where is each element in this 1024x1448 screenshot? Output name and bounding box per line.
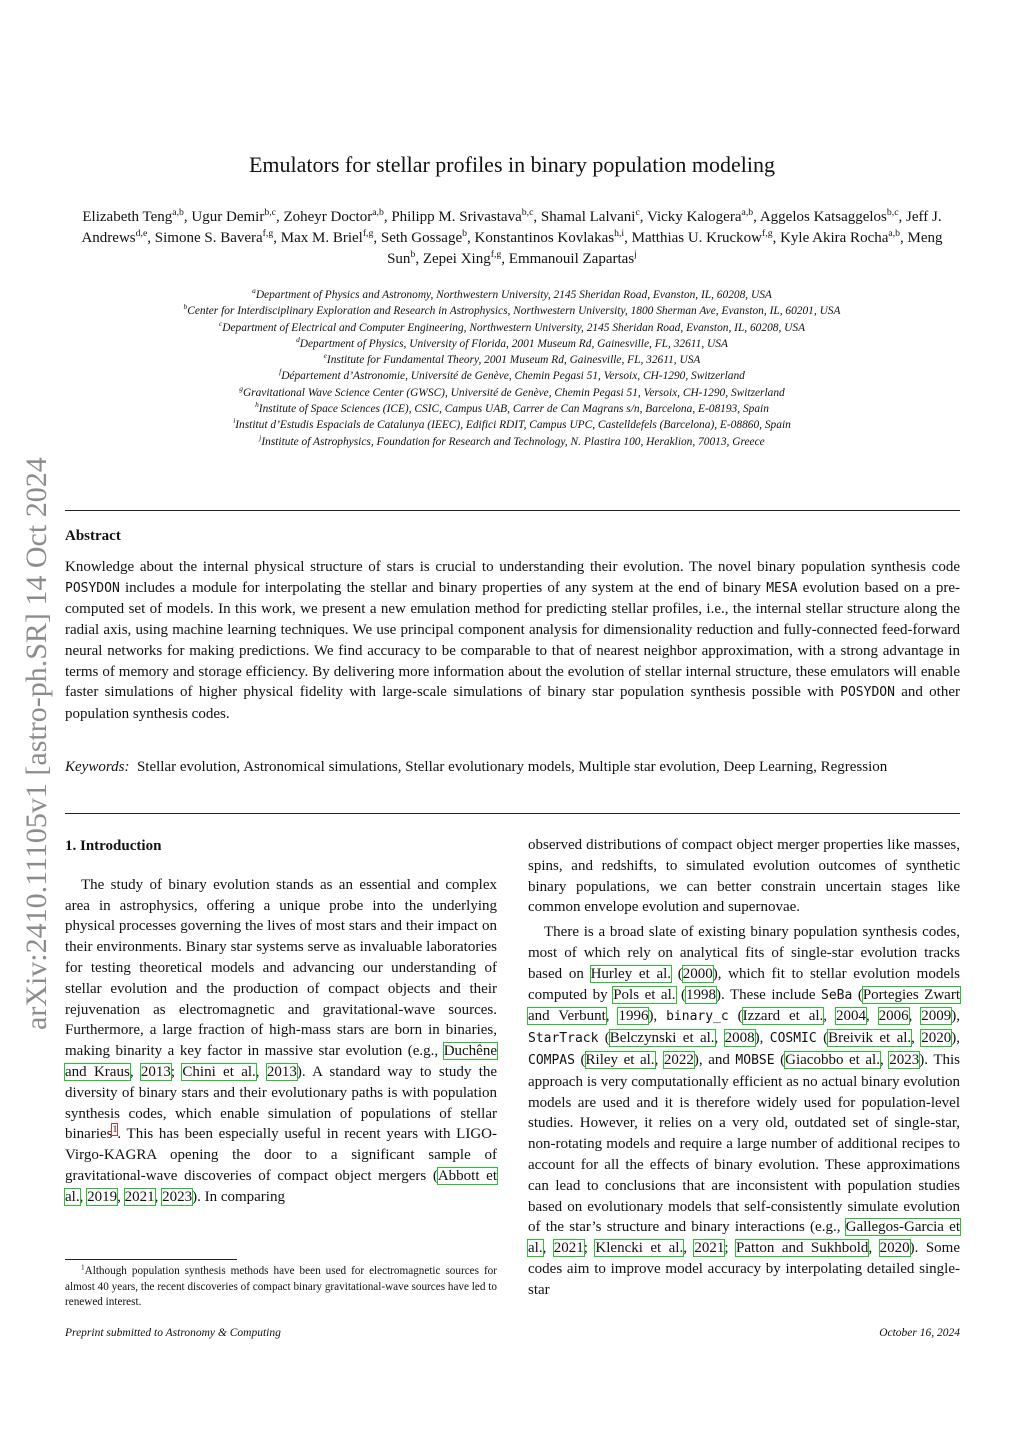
section-heading: 1. Introduction <box>65 838 162 854</box>
paragraph: There is a broad slate of existing binary population synthesis codes, most of which rely on analytical fits of single-star evolution tracks based on Hurley et al. (2000), which fit to stellar evolution models computed by Pols et al. (1998). These include SeBa (Portegies Zwart and Verbunt, 1996), binary_c (Izzard et al., 2004, 2006, 2009), StarTrack (Belczynski et al., 2008), COSMIC (Breivik et al., 2020), COMPAS (Riley et al., 2022), and MOBSE (Giacobbo et al., 2023). This approach is very computationally efficient as no actual binary evolution models are used and it is therefore widely used for population-level studies. However, it relies on a very old, outdated set of single-star, non-rotating models and require a large number of additional recipes to account for all the effects of binary evolution. These approximations can lead to conclusions that are inconsistent with population studies based on evolutionary models that self-consistently simulate evolution of the star’s structure and binary interactions (e.g., Gallegos-Garcia et al., 2021; Klencki et al., 2021; Patton and Sukhbold, 2020). Some codes aim to improve model accuracy by interpolating detailed single-star <box>528 924 961 1298</box>
citation-link[interactable]: 2006 <box>878 1008 909 1025</box>
author: Seth Gossage$^b$ <box>380 228 467 246</box>
citation-link[interactable]: Klencki et al. <box>595 1240 684 1257</box>
citation-link[interactable]: Riley et al. <box>585 1051 655 1068</box>
paragraph: The study of binary evolution stands as an essential and complex area in astrophysics, offering a unique probe into the underlying physical processes governing the lives of most stars and their impact on their environments. Binary star systems serve as invaluable laboratories for testing theoretical models and advancing our understanding of stellar evolution and the production of compact objects and their rejuvenation as electromagnetic and gravitational-wave sources. Furthermore, a large fraction of high-mass stars are born in binaries, making binarity a key factor in massive star evolution (e.g., Duchêne and Kraus, 2013; Chini et al., 2013). A standard way to study the diversity of binary stars and their evolutionary paths is with population synthesis codes, which enable simulation of populations of stellar binaries$^1$. This has been especially useful in recent years with LIGO-Virgo-KAGRA opening the door to a significant sample of gravitational-wave discoveries of compact object mergers (Abbott et al., 2019, 2021, 2023). In comparing <box>65 876 498 1205</box>
affiliation: $^e$Institute for Fundamental Theory, 2001 Museum Rd, Gainesville, FL, 32611, USA <box>323 351 701 367</box>
citation-link[interactable]: Belczynski et al. <box>609 1030 715 1047</box>
code-name: SeBa <box>821 987 853 1003</box>
code-name: POSYDON <box>65 580 120 596</box>
author: Emmanouil Zapartas$^j$ <box>508 249 637 267</box>
citation-link[interactable]: 2008 <box>724 1030 755 1047</box>
affiliation: $^g$Gravitational Wave Science Center (GWSC), Université de Genève, Chemin Pegasi 51, Versoix, CH-1290, Switzerland <box>239 383 785 399</box>
affiliation: $^c$Department of Electrical and Computer Engineering, Northwestern University, 2145 Sheridan Road, Evanston, IL, 60208, USA <box>218 318 806 334</box>
citation-link[interactable]: 2021 <box>553 1240 584 1257</box>
author: Philipp M. Srivastava$^{b,c}$ <box>391 207 534 225</box>
citation-link[interactable]: 1998 <box>686 986 717 1003</box>
affiliation: $^h$Institute of Space Sciences (ICE), CSIC, Campus UAB, Carrer de Can Magrans s/n, Barcelona, E-08193, Spain <box>255 400 769 416</box>
divider-top <box>65 510 960 511</box>
citation-link[interactable]: Patton and Sukhbold <box>736 1240 869 1257</box>
code-name: StarTrack <box>528 1031 599 1047</box>
citation-link[interactable]: 2009 <box>921 1008 952 1025</box>
citation-link[interactable]: 2023 <box>162 1188 193 1205</box>
citation-link[interactable]: 2013 <box>140 1063 171 1080</box>
citation-link[interactable]: 2020 <box>879 1240 910 1257</box>
citation-link[interactable]: Izzard et al. <box>742 1008 824 1025</box>
author: Shamal Lalvani$^c$ <box>540 207 640 225</box>
citation-link[interactable]: 2020 <box>921 1030 952 1047</box>
footnote: $^1$Although population synthesis methods have been used for electromagnetic sources for almost 40 years, the recent discoveries of compact binary gravitational-wave sources have led to renewed interest. <box>65 1263 497 1308</box>
citation-link[interactable]: Hurley et al. <box>590 965 672 982</box>
citation-link[interactable]: Pols et al. <box>613 986 676 1003</box>
citation-link[interactable]: 2022 <box>663 1051 694 1068</box>
divider-bottom <box>65 813 960 814</box>
citation-link[interactable]: 2013 <box>266 1063 297 1080</box>
affiliation: $^a$Department of Physics and Astronomy, Northwestern University, 2145 Sheridan Road, Evanston, IL, 60208, USA <box>252 286 772 301</box>
author: Meng Sun$^b$ <box>387 230 943 267</box>
left-column <box>65 836 497 1212</box>
citation-link[interactable]: Breivik et al. <box>828 1030 912 1047</box>
citation-link[interactable]: 2021 <box>694 1240 725 1257</box>
citation-link[interactable]: Abbott et al. <box>65 1167 497 1205</box>
abstract-heading: Abstract <box>65 528 121 544</box>
author: Ugur Demir$^{b,c}$ <box>191 207 276 225</box>
code-name: COMPAS <box>528 1052 575 1068</box>
code-name: MESA <box>766 580 798 596</box>
code-name: MOBSE <box>735 1052 775 1068</box>
footnote-link[interactable]: 1 <box>112 1124 118 1136</box>
author: Simone S. Bavera$^{f,g}$ <box>154 228 274 246</box>
author: Vicky Kalogera$^{a,b}$ <box>647 207 754 225</box>
paper-title: Emulators for stellar profiles in binary population modeling <box>248 152 776 177</box>
author: Konstantinos Kovlakas$^{h,i}$ <box>474 228 625 246</box>
author: Max M. Briel$^{f,g}$ <box>280 228 374 246</box>
affiliation: $^j$Institute of Astrophysics, Foundation for Research and Technology, N. Plastira 100, Heraklion, 70013, Greece <box>259 432 765 448</box>
citation-link[interactable]: 2000 <box>682 965 713 982</box>
code-name: COSMIC <box>769 1031 817 1047</box>
citation-link[interactable]: Chini et al. <box>182 1063 256 1080</box>
citation-link[interactable]: Giacobbo et al. <box>785 1051 880 1068</box>
code-name: POSYDON <box>840 685 895 701</box>
citation-link[interactable]: 2023 <box>889 1051 920 1068</box>
author: Jeff J. Andrews$^{d,e}$ <box>81 209 942 246</box>
author: Kyle Akira Rocha$^{a,b}$ <box>780 228 901 246</box>
footer-date: October 16, 2024 <box>879 1327 960 1339</box>
citation-link[interactable]: Gallegos-Garcia et al. <box>528 1219 961 1257</box>
citation-link[interactable]: 2004 <box>835 1008 866 1025</box>
author: Zoheyr Doctor$^{a,b}$ <box>283 207 384 225</box>
paragraph: observed distributions of compact object merger properties like masses, spins, and redshifts, to simulated evolution outcomes of synthetic binary populations, we can better constrain uncertain stages like common envelope evolution and supernovae. <box>528 837 960 916</box>
author: Aggelos Katsaggelos$^{b,c}$ <box>759 207 899 225</box>
citation-link[interactable]: Duchêne and Kraus <box>65 1043 497 1080</box>
affiliation: $^b$Center for Interdisciplinary Exploration and Research in Astrophysics, Northwestern University, 1800 Sherman Ave, Evanston, IL, 60201, USA <box>183 302 841 318</box>
right-column <box>528 835 960 1305</box>
keywords-label: Keywords: <box>65 759 130 775</box>
citation-link[interactable]: 2019 <box>87 1188 118 1205</box>
affiliation: $^d$Department of Physics, University of Florida, 2001 Museum Rd, Gainesville, FL, 32611, USA <box>296 335 728 350</box>
footnote-divider <box>65 1259 237 1260</box>
affiliation: $^f$Département d’Astronomie, Université de Genève, Chemin Pegasi 51, Versoix, CH-1290, Switzerland <box>279 367 745 383</box>
citation-link[interactable]: Portegies Zwart and Verbunt <box>528 986 961 1025</box>
code-name: binary_c <box>666 1009 729 1025</box>
author: Matthias U. Kruckow$^{f,g}$ <box>631 228 773 246</box>
abstract-body: Knowledge about the internal physical structure of stars is crucial to understanding their evolution. The novel binary population synthesis code POSYDON includes a module for interpolating the stellar and binary properties of any system at the end of binary MESA evolution based on a pre-computed set of models. In this work, we present a new emulation method for predicting stellar profiles, i.e., the internal stellar structure along the radial axis, using machine learning techniques. We use principal component analysis for dimensionality reduction and fully-connected feed-forward neural networks for making predictions. We find accuracy to be comparable to that of nearest neighbor approximation, with a strong advantage in terms of memory and storage efficiency. By delivering more information about the evolution of stellar internal structure, these emulators will enable faster simulations of higher physical fidelity with large-scale simulations of binary star population synthesis possible with POSYDON and other population synthesis codes. <box>65 559 960 722</box>
footer-journal: Preprint submitted to Astronomy & Computing <box>65 1327 281 1339</box>
author: Elizabeth Teng$^{a,b}$ <box>82 207 184 225</box>
author-list: Elizabeth Teng$^{a,b}$, Ugur Demir$^{b,c}$, Zoheyr Doctor$^{a,b}$, Philipp M. Srivastava$^{b,c}$, Shamal Lalvani$^c$, Vicky Kalogera$^{a,b}$, Aggelos Katsaggelos$^{b,c}$, Jeff J. Andrews$^{d,e}$, Simone S. Bavera$^{f,g}$, Max M. Briel$^{f,g}$, Seth Gossage$^b$, Konstantinos Kovlakas$^{h,i}$, Matthias U. Kruckow$^{f,g}$, Kyle Akira Rocha$^{a,b}$, Meng Sun$^b$, Zepei Xing$^{f,g}$, Emmanouil Zapartas$^j$ <box>81 207 943 267</box>
affiliation: $^i$Institut d’Estudis Espacials de Catalunya (IEEC), Edifici RDIT, Campus UPC, Castelldefels (Barcelona), E-08860, Spain <box>233 416 791 432</box>
author: Zepei Xing$^{f,g}$ <box>422 249 502 267</box>
citation-link[interactable]: 2021 <box>124 1188 155 1205</box>
arxiv-identifier: arXiv:2410.11105v1 [astro-ph.SR] 14 Oct 2024 <box>20 457 53 1030</box>
keywords: Keywords: Stellar evolution, Astronomical simulations, Stellar evolutionary models, Multiple star evolution, Deep Learning, Regression <box>65 759 888 775</box>
citation-link[interactable]: 1996 <box>618 1008 649 1025</box>
affiliations <box>60 287 964 450</box>
